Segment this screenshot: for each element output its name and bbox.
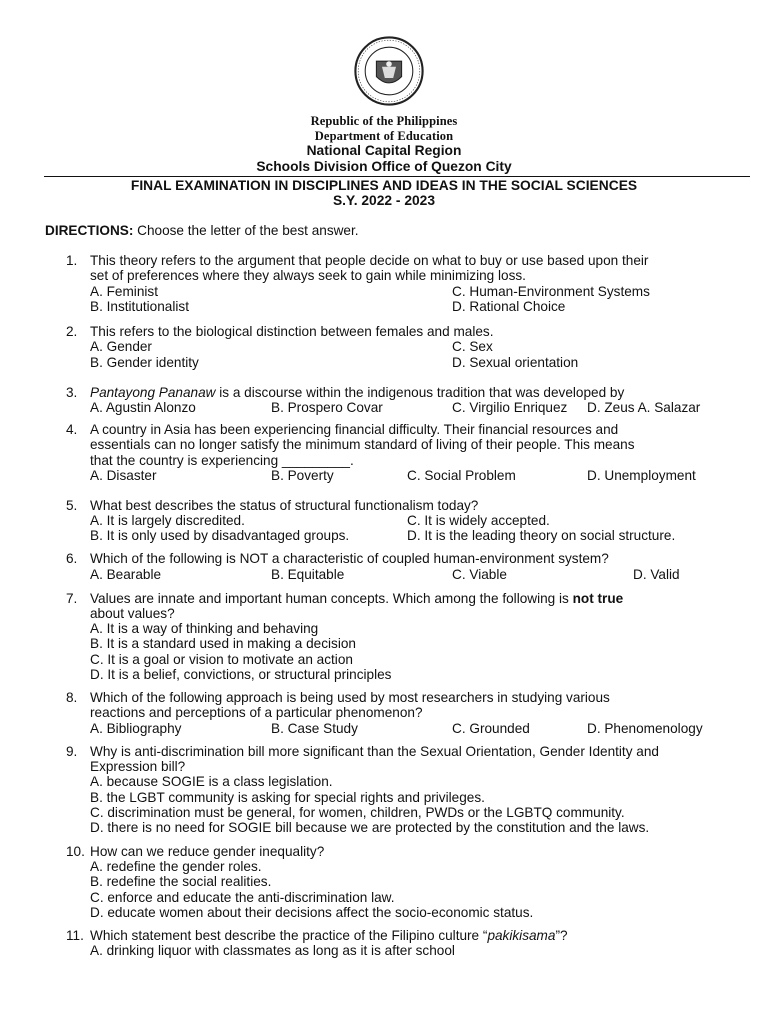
school-year: S.Y. 2022 - 2023 xyxy=(332,193,436,208)
option-a[interactable]: A. Agustin Alonzo xyxy=(90,400,196,415)
option-d[interactable]: D. there is no need for SOGIE bill because we are protected by the constitution and the laws. xyxy=(90,820,650,835)
option-b[interactable]: B. Institutionalist xyxy=(90,299,189,314)
option-a[interactable]: A. because SOGIE is a class legislation. xyxy=(90,774,333,789)
option-d[interactable]: D. It is the leading theory on social structure. xyxy=(407,528,676,543)
question-text: This theory refers to the argument that people decide on what to buy or use based upon their xyxy=(90,253,649,268)
option-a[interactable]: A. Bearable xyxy=(90,567,162,582)
question-number: 9. xyxy=(66,744,78,759)
option-b[interactable]: B. It is a standard used in making a decision xyxy=(90,636,356,651)
question-number: 4. xyxy=(66,422,78,437)
question-text: that the country is experiencing _________. xyxy=(90,453,354,468)
question-text: Expression bill? xyxy=(90,759,186,774)
question-number: 3. xyxy=(66,385,78,400)
question-text: about values? xyxy=(90,606,175,621)
question-text: essentials can no longer satisfy the minimum standard of living of their people. This means xyxy=(90,437,635,452)
option-d[interactable]: D. educate women about their decisions affect the socio-economic status. xyxy=(90,905,534,920)
option-a[interactable]: A. redefine the gender roles. xyxy=(90,859,262,874)
question-text: A country in Asia has been experiencing financial difficulty. Their financial resources and xyxy=(90,422,619,437)
option-c[interactable]: C. Grounded xyxy=(452,721,530,736)
question-number: 11. xyxy=(66,928,84,943)
option-c[interactable]: C. It is a goal or vision to motivate an action xyxy=(90,652,353,667)
department-line: Department of Education xyxy=(314,129,454,143)
header-divider xyxy=(44,176,750,177)
option-b[interactable]: B. Equitable xyxy=(271,567,345,582)
question-number: 5. xyxy=(66,498,78,513)
option-b[interactable]: B. Poverty xyxy=(271,468,334,483)
option-b[interactable]: B. redefine the social realities. xyxy=(90,874,272,889)
option-a[interactable]: A. Disaster xyxy=(90,468,157,483)
directions: DIRECTIONS: Choose the letter of the best answer. xyxy=(45,223,359,238)
option-c[interactable]: C. Human-Environment Systems xyxy=(452,284,650,299)
question-number: 6. xyxy=(66,551,78,566)
question-number: 2. xyxy=(66,324,78,339)
option-d[interactable]: D. Valid xyxy=(633,567,680,582)
question-text: set of preferences where they always seek to gain while minimizing loss. xyxy=(90,268,526,283)
option-c[interactable]: C. Viable xyxy=(452,567,507,582)
option-c[interactable]: C. Social Problem xyxy=(407,468,516,483)
question-text: How can we reduce gender inequality? xyxy=(90,844,325,859)
deped-seal-icon xyxy=(354,36,424,106)
question-text: What best describes the status of structural functionalism today? xyxy=(90,498,479,513)
question-text: Which of the following approach is being used by most researchers in studying various xyxy=(90,690,610,705)
question-text: Why is anti-discrimination bill more significant than the Sexual Orientation, Gender Identity and xyxy=(90,744,659,759)
option-b[interactable]: B. Prospero Covar xyxy=(271,400,383,415)
question-number: 10. xyxy=(66,844,85,859)
question-text: This refers to the biological distinction between females and males. xyxy=(90,324,494,339)
option-a[interactable]: A. Bibliography xyxy=(90,721,182,736)
option-a[interactable]: A. drinking liquor with classmates as long as it is after school xyxy=(90,943,455,958)
option-c[interactable]: C. Virgilio Enriquez xyxy=(452,400,568,415)
option-d[interactable]: D. Unemployment xyxy=(587,468,696,483)
option-c[interactable]: C. Sex xyxy=(452,339,493,354)
option-a[interactable]: A. It is a way of thinking and behaving xyxy=(90,621,319,636)
question-number: 1. xyxy=(66,253,78,268)
option-d[interactable]: D. Rational Choice xyxy=(452,299,566,314)
question-text: Which statement best describe the practice of the Filipino culture “pakikisama”? xyxy=(90,928,568,943)
option-d[interactable]: D. Sexual orientation xyxy=(452,355,579,370)
option-b[interactable]: B. the LGBT community is asking for special rights and privileges. xyxy=(90,790,485,805)
option-d[interactable]: D. Zeus A. Salazar xyxy=(587,400,701,415)
question-text: Values are innate and important human concepts. Which among the following is not true xyxy=(90,591,624,606)
option-a[interactable]: A. Feminist xyxy=(90,284,158,299)
option-a[interactable]: A. Gender xyxy=(90,339,152,354)
question-text: reactions and perceptions of a particular phenomenon? xyxy=(90,705,423,720)
region-line: National Capital Region xyxy=(306,143,462,158)
option-c[interactable]: C. discrimination must be general, for women, children, PWDs or the LGBTQ community. xyxy=(90,805,625,820)
option-d[interactable]: D. It is a belief, convictions, or structural principles xyxy=(90,667,392,682)
exam-title: FINAL EXAMINATION IN DISCIPLINES AND IDEAS IN THE SOCIAL SCIENCES xyxy=(130,178,638,193)
option-c[interactable]: C. enforce and educate the anti-discrimination law. xyxy=(90,890,395,905)
option-b[interactable]: B. Case Study xyxy=(271,721,358,736)
option-b[interactable]: B. It is only used by disadvantaged groups. xyxy=(90,528,350,543)
question-text: Pantayong Pananaw is a discourse within the indigenous tradition that was developed by xyxy=(90,385,625,400)
question-number: 8. xyxy=(66,690,78,705)
option-d[interactable]: D. Phenomenology xyxy=(587,721,703,736)
division-line: Schools Division Office of Quezon City xyxy=(256,159,512,174)
question-text: Which of the following is NOT a characteristic of coupled human-environment system? xyxy=(90,551,609,566)
question-number: 7. xyxy=(66,591,78,606)
republic-line: Republic of the Philippines xyxy=(310,114,458,128)
option-b[interactable]: B. Gender identity xyxy=(90,355,199,370)
option-c[interactable]: C. It is widely accepted. xyxy=(407,513,550,528)
option-a[interactable]: A. It is largely discredited. xyxy=(90,513,245,528)
